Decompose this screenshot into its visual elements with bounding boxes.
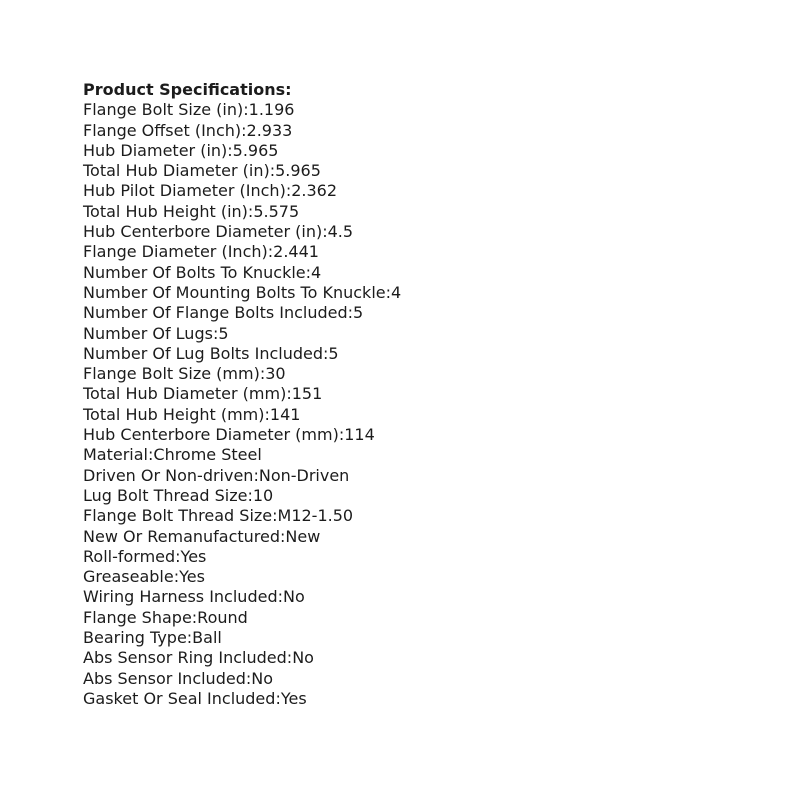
spec-label: Total Hub Height (in) <box>83 201 248 221</box>
spec-value: No <box>292 648 314 668</box>
spec-row <box>83 384 401 404</box>
spec-row <box>83 324 401 344</box>
spec-label: Hub Pilot Diameter (Inch) <box>83 181 286 201</box>
spec-label: Total Hub Height (mm) <box>83 404 265 424</box>
spec-value: 151 <box>291 384 323 404</box>
spec-value: 5.965 <box>232 140 279 160</box>
spec-separator: : <box>227 140 233 160</box>
spec-value: 5.965 <box>275 161 321 181</box>
spec-label: Number Of Mounting Bolts To Knuckle <box>83 282 386 302</box>
spec-row <box>83 222 401 242</box>
spec-separator: : <box>286 648 293 668</box>
spec-value: 30 <box>265 364 286 384</box>
spec-label: Greaseable <box>83 567 174 587</box>
spec-value: M12-1.50 <box>277 506 354 526</box>
spec-separator: : <box>323 343 329 363</box>
spec-value: 141 <box>269 404 301 424</box>
spec-value: 2.362 <box>291 181 338 201</box>
spec-label: Abs Sensor Included <box>83 668 246 688</box>
spec-separator: : <box>305 262 312 282</box>
spec-separator: : <box>264 404 270 424</box>
spec-row <box>83 486 401 506</box>
spec-row <box>83 242 401 262</box>
spec-separator: : <box>267 242 274 262</box>
spec-separator: : <box>347 303 354 323</box>
spec-row <box>83 283 401 303</box>
spec-label: Hub Centerbore Diameter (mm) <box>83 425 339 445</box>
spec-row <box>83 344 401 364</box>
spec-separator: : <box>385 282 391 302</box>
spec-separator: : <box>247 201 254 221</box>
spec-separator: : <box>212 323 219 343</box>
spec-row <box>83 263 401 283</box>
spec-row <box>83 121 401 141</box>
spec-value: 10 <box>252 485 274 505</box>
spec-value: New <box>285 526 321 546</box>
spec-label: Number Of Flange Bolts Included <box>83 303 348 323</box>
spec-label: Flange Diameter (Inch) <box>83 242 268 262</box>
spec-value: 2.441 <box>273 242 319 262</box>
spec-row <box>83 527 401 547</box>
product-specifications-heading: Product Specifications: <box>83 80 292 99</box>
spec-row <box>83 405 401 425</box>
product-specifications-section <box>83 80 401 709</box>
spec-separator: : <box>241 120 247 140</box>
spec-value: 5 <box>328 343 339 363</box>
spec-row <box>83 689 401 709</box>
spec-value: 2.933 <box>246 120 293 140</box>
spec-value: Yes <box>280 688 307 708</box>
spec-label: Driven Or Non-driven <box>83 465 254 485</box>
spec-value: 5 <box>353 303 364 323</box>
spec-value: 114 <box>344 425 375 445</box>
spec-label: Flange Bolt Size (in) <box>83 100 244 120</box>
spec-separator: : <box>253 465 259 485</box>
spec-separator: : <box>245 668 252 688</box>
spec-row <box>83 425 401 445</box>
spec-row <box>83 567 401 587</box>
spec-separator: : <box>277 587 283 607</box>
spec-separator: : <box>173 567 180 587</box>
spec-value: 4 <box>311 262 322 282</box>
spec-separator: : <box>280 526 286 546</box>
spec-value: 5.575 <box>253 201 300 221</box>
spec-separator: : <box>272 506 278 526</box>
spec-value: Yes <box>179 567 205 587</box>
spec-separator: : <box>269 161 276 181</box>
spec-label: Total Hub Diameter (mm) <box>83 384 287 404</box>
spec-row <box>83 628 401 648</box>
spec-label: Abs Sensor Ring Included <box>83 648 287 668</box>
spec-value: Chrome Steel <box>153 445 262 465</box>
spec-list <box>83 100 401 709</box>
spec-separator: : <box>175 546 181 566</box>
spec-row <box>83 587 401 607</box>
spec-label: Hub Centerbore Diameter (in) <box>83 222 323 242</box>
spec-label: Roll-formed <box>83 546 176 566</box>
spec-label: Material <box>83 445 148 465</box>
spec-row <box>83 669 401 689</box>
spec-row <box>83 608 401 628</box>
spec-row <box>83 445 401 465</box>
spec-label: Total Hub Diameter (in) <box>83 161 270 181</box>
spec-label: Flange Bolt Thread Size <box>83 506 273 526</box>
spec-label: Flange Shape <box>83 607 192 627</box>
spec-separator: : <box>247 485 253 505</box>
spec-row <box>83 161 401 181</box>
spec-separator: : <box>286 384 292 404</box>
spec-separator: : <box>275 688 281 708</box>
spec-row <box>83 648 401 668</box>
spec-row <box>83 202 401 222</box>
spec-row <box>83 303 401 323</box>
spec-value: 4 <box>391 282 402 302</box>
spec-label: Number Of Lugs <box>83 323 213 343</box>
spec-value: Ball <box>192 628 222 648</box>
spec-row <box>83 100 401 120</box>
spec-label: Number Of Lug Bolts Included <box>83 343 323 363</box>
spec-row <box>83 506 401 526</box>
spec-value: Round <box>197 607 248 627</box>
spec-separator: : <box>148 445 154 465</box>
spec-value: Yes <box>180 546 207 566</box>
spec-label: Bearing Type <box>83 628 187 648</box>
spec-row <box>83 466 401 486</box>
spec-separator: : <box>191 607 198 627</box>
spec-separator: : <box>186 628 193 648</box>
spec-row <box>83 547 401 567</box>
spec-separator: : <box>243 100 249 120</box>
spec-separator: : <box>322 222 328 242</box>
spec-label: Flange Offset (Inch) <box>83 120 242 140</box>
spec-separator: : <box>285 181 292 201</box>
spec-label: Flange Bolt Size (mm) <box>83 364 260 384</box>
spec-label: New Or Remanufactured <box>83 526 281 546</box>
spec-value: 5 <box>218 323 229 343</box>
spec-row <box>83 181 401 201</box>
spec-separator: : <box>259 364 266 384</box>
spec-value: Non-Driven <box>258 465 350 485</box>
spec-value: 1.196 <box>248 100 295 120</box>
spec-value: 4.5 <box>327 222 354 242</box>
spec-label: Gasket Or Seal Included <box>83 688 276 708</box>
spec-row <box>83 141 401 161</box>
spec-row <box>83 364 401 384</box>
spec-separator: : <box>338 425 345 445</box>
spec-label: Lug Bolt Thread Size <box>83 485 248 505</box>
spec-label: Hub Diameter (in) <box>83 140 228 160</box>
spec-label: Number Of Bolts To Knuckle <box>83 262 306 282</box>
spec-value: No <box>251 668 274 688</box>
spec-value: No <box>282 587 305 607</box>
spec-label: Wiring Harness Included <box>83 587 278 607</box>
